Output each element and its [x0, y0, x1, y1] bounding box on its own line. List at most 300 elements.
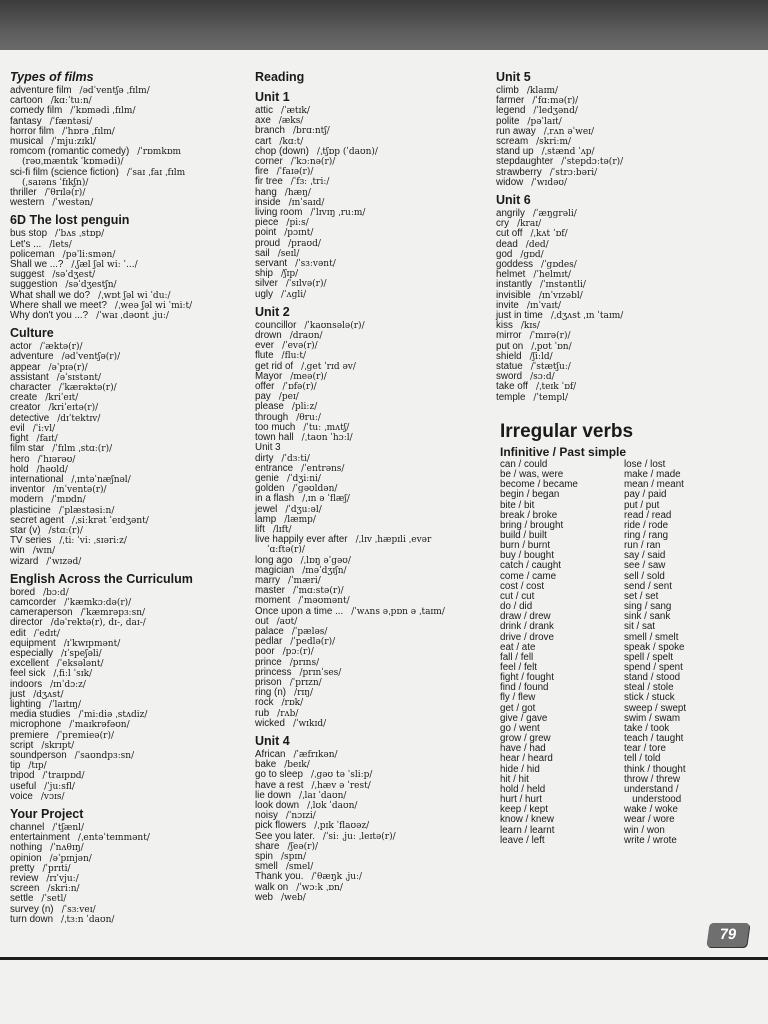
column-middle	[255, 65, 500, 903]
vocab-pronunciation: /hæŋ/	[284, 187, 311, 198]
vocab-pronunciation: /ˌʃæl ʃəl wiː ˈ.../	[71, 260, 138, 271]
vocab-pronunciation: /ˌtiː ˈviː ˌsɪəriːz/	[59, 536, 127, 547]
vocab-word: living room	[255, 207, 303, 219]
vocab-pronunciation: /ˈentrəns/	[301, 463, 345, 474]
vocab-entry	[255, 647, 500, 657]
vocab-pronunciation: /lɪft/	[272, 524, 292, 535]
irregular-verb-right: ring / rang	[624, 529, 669, 541]
vocab-pronunciation: /brɑːntʃ/	[292, 126, 330, 137]
section-title: Types of films	[10, 70, 94, 84]
vocab-word: through	[255, 411, 289, 423]
vocab-pronunciation: (rəʊˌmæntɪk ˈkɒmədi)/	[22, 157, 124, 168]
vocab-entry	[255, 208, 500, 218]
vocab-entry	[255, 126, 500, 136]
section-title: Unit 4	[255, 733, 290, 748]
vocab-pronunciation: /ded/	[525, 239, 549, 250]
vocab-word: prince	[255, 656, 282, 668]
vocab-word: point	[255, 227, 277, 239]
vocab-entry	[255, 566, 500, 576]
vocab-entry	[496, 96, 758, 106]
vocab-word: Where shall we meet?	[10, 299, 107, 311]
vocab-word: Unit 3	[255, 442, 281, 454]
vocab-entry	[10, 854, 255, 864]
vocab-pronunciation: /draʊn/	[289, 331, 323, 342]
irregular-verb-right: lose / lost	[624, 458, 666, 470]
vocab-word: servant	[255, 258, 288, 270]
vocab-word: ship	[255, 268, 273, 280]
vocab-word: spin	[255, 851, 273, 863]
vocab-word: offer	[255, 381, 275, 393]
vocab-entry	[10, 393, 255, 403]
vocab-pronunciation: /pəˈliːsmən/	[62, 249, 116, 260]
vocab-word: pay	[255, 391, 271, 403]
vocab-entry	[10, 485, 255, 495]
vocab-pronunciation: /kriˈeɪtə(r)/	[48, 403, 99, 414]
vocab-pronunciation: /ˈfɪlm ˌstɑː(r)/	[52, 444, 113, 455]
vocab-word: stepdaughter	[496, 156, 554, 168]
vocab-pronunciation: /wɪn/	[32, 546, 56, 557]
vocab-entry	[255, 321, 500, 331]
vocab-word: inventor	[10, 484, 45, 496]
section-title: 6D The lost penguin	[10, 213, 130, 228]
irregular-verb-right: spend / spent	[624, 662, 683, 674]
vocab-word: helmet	[496, 269, 526, 281]
vocab-word: in a flash	[255, 493, 295, 505]
vocab-word: camcorder	[10, 596, 57, 608]
vocab-pronunciation: /ˈjuːsfl/	[44, 781, 75, 792]
irregular-verb-left: learn / learnt	[500, 824, 555, 836]
vocab-word: character	[10, 382, 51, 394]
vocab-word: Shall we ...?	[10, 259, 64, 271]
vocab-entry	[10, 751, 255, 761]
vocab-entry	[10, 761, 255, 771]
vocab-pronunciation: /praʊd/	[288, 238, 321, 249]
irregular-verb-left: cost / cost	[500, 580, 545, 592]
vocab-pronunciation: /ˈhelmɪt/	[533, 270, 571, 281]
vocab-entry	[255, 177, 500, 187]
vocab-entry	[255, 443, 500, 453]
vocab-word: review	[10, 873, 39, 885]
vocab-entry	[10, 475, 255, 485]
vocab-entry	[255, 382, 500, 392]
vocab-pronunciation: /aʊt/	[276, 616, 298, 627]
irregular-verb-right: tell / told	[624, 753, 661, 765]
vocab-word: tip	[10, 760, 21, 772]
irregular-verb-left: fight / fought	[500, 672, 554, 684]
vocab-pronunciation: /ˈpedlə(r)/	[290, 637, 336, 648]
vocab-pronunciation: /ˈkæmkɔːdə(r)/	[64, 597, 132, 608]
irregular-verb-left: get / got	[500, 702, 536, 714]
vocab-word: go to sleep	[255, 769, 303, 781]
vocab-pronunciation: /ɪˈkwɪpmənt/	[63, 638, 121, 649]
vocab-pronunciation: /ˈhɒrə ˌfɪlm/	[62, 126, 115, 137]
vocab-entry	[496, 270, 758, 280]
vocab-word: golden	[255, 483, 285, 495]
vocab-entry	[10, 833, 255, 843]
irregular-verb-right: stand / stood	[624, 672, 681, 684]
vocab-pronunciation: /gɒd/	[520, 249, 544, 260]
vocab-word: pedlar	[255, 636, 283, 648]
irregular-verb-left: be / was, were	[500, 469, 564, 481]
page-number-badge: 79	[706, 923, 749, 947]
vocab-word: please	[255, 401, 284, 413]
vocab-entry	[496, 229, 758, 239]
vocab-pronunciation: /ˈmiːdiə ˌstʌdiz/	[78, 710, 148, 721]
vocab-entry	[10, 414, 255, 424]
vocab-pronunciation: /kɑːt/	[279, 136, 304, 147]
vocab-entry	[255, 637, 500, 647]
vocab-entry	[496, 280, 758, 290]
vocab-pronunciation: /ʃiːld/	[529, 351, 553, 362]
vocab-pronunciation: /ˈtʃænl/	[52, 823, 85, 833]
irregular-verb-right: wear / wore	[624, 814, 675, 826]
vocab-entry	[10, 557, 255, 567]
vocab-pronunciation: /ˈmɒdn/	[51, 495, 86, 506]
vocab-word: romcom (romantic comedy)	[10, 146, 130, 158]
vocab-entry	[10, 147, 255, 157]
vocab-word: bus stop	[10, 228, 48, 240]
vocab-entry	[255, 658, 500, 668]
vocab-pronunciation: /ˈwaɪ ˌdəʊnt ˌjuː/	[96, 311, 169, 322]
vocab-entry	[10, 659, 255, 669]
vocab-entry	[255, 535, 500, 545]
vocab-pronunciation: /ˌlɒŋ əˈgəʊ/	[300, 555, 351, 566]
vocab-word: evil	[10, 422, 25, 434]
vocab-pronunciation: /ˈlɪvɪŋ ˌruːm/	[310, 208, 366, 219]
irregular-verb-left: find / found	[500, 682, 549, 694]
vocab-word: share	[255, 840, 280, 852]
vocab-word: temple	[496, 391, 526, 403]
vocab-word: angrily	[496, 208, 525, 220]
vocab-entry	[10, 198, 255, 208]
irregular-verb-right: say / said	[624, 550, 666, 562]
vocab-entry	[255, 269, 500, 279]
vocab-word: lift	[255, 523, 265, 535]
vocab-word: pick flowers	[255, 820, 307, 832]
vocab-entry	[496, 250, 758, 260]
irregular-verb-right: ride / rode	[624, 519, 669, 531]
vocab-pronunciation: /meə(r)/	[290, 371, 327, 382]
vocab-pronunciation: (ˌsaɪəns ˈfɪkʃn)/	[22, 177, 89, 188]
irregular-verb-right: speak / spoke	[624, 641, 685, 653]
irregular-verb-left: eat / ate	[500, 641, 536, 653]
vocab-entry	[10, 455, 255, 465]
vocab-word: actor	[10, 341, 32, 353]
vocab-pronunciation: /faɪt/	[36, 434, 58, 445]
vocab-word: equipment	[10, 637, 56, 649]
vocab-word: hang	[255, 186, 277, 198]
vocab-entry	[10, 792, 255, 802]
irregular-verb-left: drive / drove	[500, 631, 554, 643]
vocab-pronunciation: /ˈkɒmədi ˌfɪlm/	[70, 106, 136, 117]
vocab-pronunciation: /ˈsiː ˌjuː ˌleɪtə(r)/	[322, 831, 396, 842]
vocab-entry	[255, 698, 500, 708]
vocab-word: excellent	[10, 658, 49, 670]
vocab-pronunciation: /ˈfæntəsi/	[49, 116, 93, 127]
vocab-word: western	[10, 197, 45, 209]
vocab-pronunciation: /beɪk/	[284, 760, 310, 771]
column-right	[496, 65, 758, 846]
vocab-entry	[10, 86, 255, 96]
vocab-word: lie down	[255, 789, 291, 801]
vocab-word: appear	[10, 361, 41, 373]
irregular-verb-left: feel / felt	[500, 662, 538, 674]
vocab-pronunciation: /ˈæfrɪkən/	[293, 749, 338, 760]
vocab-pronunciation: /ˈprɪti/	[42, 863, 71, 874]
vocab-pronunciation: /ˈæŋgrəli/	[532, 209, 577, 220]
vocab-word: premiere	[10, 729, 49, 741]
vocab-entry	[10, 546, 255, 556]
vocab-word: ring (n)	[255, 687, 287, 699]
vocab-word: adventure	[10, 351, 54, 363]
irregular-verb-right: spell / spelt	[624, 651, 674, 663]
vocab-pronunciation: /læmp/	[284, 514, 316, 525]
vocab-entry	[255, 279, 500, 289]
vocab-pronunciation: /ˈeksələnt/	[56, 659, 104, 670]
irregular-verb-left: fall / fell	[500, 651, 534, 663]
vocab-entry	[255, 781, 500, 791]
vocab-pronunciation: /ˈsɪlvə(r)/	[285, 279, 327, 290]
vocab-entry	[255, 832, 500, 842]
vocab-word: jewel	[255, 503, 278, 515]
vocab-pronunciation: /ˈkɔːnə(r)/	[290, 157, 336, 168]
vocab-word: media studies	[10, 709, 71, 721]
vocab-word: entertainment	[10, 832, 70, 844]
vocab-word: Mayor	[255, 370, 283, 382]
vocab-entry	[255, 331, 500, 341]
vocab-entry	[255, 515, 500, 525]
vocab-word: create	[10, 392, 38, 404]
vocab-word: wizard	[10, 555, 39, 567]
irregular-verb-left: drink / drank	[500, 621, 554, 633]
vocab-word: lamp	[255, 513, 277, 525]
vocab-entry	[255, 842, 500, 852]
vocab-word: stand up	[496, 146, 534, 158]
irregular-verb-right: think / thought	[624, 763, 686, 775]
vocab-pronunciation: /ˈnɔɪzi/	[285, 811, 316, 822]
vocab-pronunciation: /sɔːd/	[530, 372, 555, 383]
vocab-word: cart	[255, 135, 272, 147]
vocab-entry	[255, 688, 500, 698]
vocab-pronunciation: /pliːz/	[291, 402, 318, 413]
vocab-pronunciation: /ˈmjuːzɪkl/	[51, 137, 96, 148]
vocab-entry	[10, 731, 255, 741]
vocab-word: out	[255, 615, 269, 627]
vocab-word: prison	[255, 676, 282, 688]
vocab-pronunciation: /dəˈrektə(r), dɪ-, daɪ-/	[50, 618, 146, 629]
vocab-entry	[255, 678, 500, 688]
vocab-word: creator	[10, 402, 41, 414]
vocab-entry	[255, 290, 500, 300]
vocab-word: African	[255, 748, 286, 760]
vocab-pronunciation: /ˌlɪv ˌhæpɪli ˌevər	[355, 535, 432, 546]
irregular-verb-right: stick / stuck	[624, 692, 675, 704]
vocab-entry	[255, 106, 500, 116]
vocab-word: director	[10, 617, 43, 629]
vocab-word: smell	[255, 861, 278, 873]
vocab-word: entrance	[255, 462, 294, 474]
irregular-verb-row	[496, 815, 758, 825]
vocab-entry	[255, 750, 500, 760]
vocab-entry	[496, 260, 758, 270]
vocab-pronunciation: /ˈiːvl/	[32, 423, 56, 434]
vocab-pronunciation: /ˌfiːl ˈsɪk/	[53, 669, 93, 680]
vocab-word: sci-fi film (science fiction)	[10, 166, 119, 178]
vocab-word: especially	[10, 647, 54, 659]
vocab-pronunciation: /ˌkʌt ˈɒf/	[530, 229, 568, 240]
vocab-pronunciation: /ˈwʌns əˌpɒn ə ˌtaɪm/	[351, 606, 445, 617]
vocab-pronunciation: /ʃeə(r)/	[287, 841, 319, 852]
vocab-pronunciation: /ɪˈspeʃəli/	[61, 648, 102, 659]
vocab-entry	[496, 342, 758, 352]
irregular-verb-left: can / could	[500, 458, 548, 470]
vocab-word: Why don't you ...?	[10, 310, 89, 322]
vocab-word: cameraperson	[10, 607, 73, 619]
vocab-pronunciation: /ˈtuː ˌmʌtʃ/	[303, 422, 350, 433]
vocab-pronunciation: /ˌrʌn əˈweɪ/	[543, 126, 595, 137]
vocab-word: musical	[10, 136, 44, 148]
vocab-entry	[10, 311, 255, 321]
vocab-word: cry	[496, 218, 510, 230]
vocab-pronunciation: /ˈgɒdes/	[541, 260, 577, 271]
vocab-word: proud	[255, 237, 281, 249]
vocab-pronunciation: /ˌlʊk ˈdaʊn/	[307, 801, 358, 811]
vocab-entry	[496, 240, 758, 250]
vocab-pronunciation: /ˈmɪrə(r)/	[529, 331, 571, 342]
vocab-word: moment	[255, 595, 291, 607]
irregular-verb-left: hear / heard	[500, 753, 553, 765]
irregular-verb-right: send / sent	[624, 580, 672, 592]
vocab-word: flute	[255, 350, 274, 362]
vocab-entry	[255, 494, 500, 504]
irregular-verb-left: grow / grew	[500, 733, 551, 745]
vocab-entry	[496, 291, 758, 301]
irregular-verb-left: go / went	[500, 722, 540, 734]
vocab-pronunciation: /kraɪ/	[517, 219, 542, 230]
section-title: Unit 6	[496, 193, 531, 208]
vocabulary-sections	[496, 70, 758, 403]
vocab-pronunciation: /ˈsɜːveɪ/	[61, 904, 96, 915]
vocab-word: hold	[10, 463, 29, 475]
irregular-verb-right: sing / sang	[624, 601, 672, 613]
vocab-entry	[496, 331, 758, 341]
vocab-pronunciation: /ˈstepdɔːtə(r)/	[561, 157, 624, 168]
vocab-pronunciation: /ˌɪntəˈnæʃnəl/	[71, 474, 131, 485]
vocab-word: script	[10, 739, 34, 751]
vocab-word: hero	[10, 453, 30, 465]
vocab-pronunciation: /ˈtraɪpɒd/	[42, 771, 85, 782]
vocab-entry	[255, 505, 500, 515]
vocab-pronunciation: /ˈrɒmkɒm	[137, 147, 182, 158]
vocab-entry	[255, 719, 500, 729]
vocab-pronunciation: /kɑːˈtuːn/	[50, 96, 92, 107]
vocab-pronunciation: /ˈdʒiːni/	[286, 473, 321, 484]
vocab-word: thriller	[10, 187, 37, 199]
vocab-pronunciation: /æks/	[278, 116, 304, 127]
vocab-entry	[10, 864, 255, 874]
section-title: English Across the Curriculum	[10, 571, 193, 586]
vocab-word: piece	[255, 217, 279, 229]
vocab-word: kiss	[496, 320, 513, 332]
vocab-entry	[10, 168, 255, 178]
vocab-pronunciation: /ˈwɪdəʊ/	[531, 177, 568, 188]
irregular-verb-left: know / knew	[500, 814, 554, 826]
vocab-pronunciation: /ˌwɒt ʃəl wi ˈduː/	[98, 290, 171, 301]
vocab-pronunciation: /tɪp/	[28, 761, 47, 772]
vocab-entry	[496, 209, 758, 219]
vocab-word: cut off	[496, 228, 523, 240]
vocab-word: fantasy	[10, 115, 42, 127]
vocab-pronunciation: /məˈdʒɪʃn/	[302, 565, 347, 576]
vocab-entry	[255, 188, 500, 198]
vocab-pronunciation: /pɔɪnt/	[284, 228, 314, 239]
vocab-word: climb	[496, 85, 519, 96]
irregular-verb-left: leave / left	[500, 834, 545, 846]
vocab-pronunciation: /ˈɪnstəntli/	[539, 280, 586, 291]
vocab-word: sword	[496, 371, 523, 383]
vocab-word: statue	[496, 361, 523, 373]
vocab-word: screen	[10, 883, 40, 895]
vocab-entry	[10, 618, 255, 628]
vocab-word: farmer	[496, 95, 525, 107]
vocab-pronunciation: /klaɪm/	[526, 86, 559, 96]
vocab-pronunciation: ˈɑːftə(r)/	[267, 545, 305, 556]
vocab-pronunciation: /ˈθrɪlə(r)/	[44, 188, 86, 199]
vocab-entry	[255, 607, 500, 617]
vocab-entry	[10, 516, 255, 526]
vocab-pronunciation: /ˈfɜː ˌtriː/	[290, 177, 330, 188]
vocab-word: suggest	[10, 269, 45, 281]
vocab-word: rub	[255, 707, 270, 719]
vocab-word: See you later.	[255, 830, 315, 842]
vocab-pronunciation: /ˈedɪt/	[33, 628, 60, 639]
vocab-entry	[255, 474, 500, 484]
vocab-pronunciation: /ˌtaʊn ˈhɔːl/	[301, 433, 353, 444]
vocab-pronunciation: /ˈmæri/	[288, 575, 321, 586]
vocab-entry	[255, 576, 500, 586]
vocab-word: walk on	[255, 881, 289, 893]
section-title: Unit 1	[255, 90, 290, 104]
vocab-word: magician	[255, 564, 295, 576]
vocab-pronunciation: /ˈevə(r)/	[282, 341, 318, 352]
vocab-word: long ago	[255, 554, 293, 566]
irregular-verb-left: begin / began	[500, 489, 560, 501]
vocab-pronunciation: /prɪns/	[289, 657, 320, 668]
vocab-word: instantly	[496, 279, 532, 291]
vocab-entry	[255, 259, 500, 269]
vocab-pronunciation: /ɪnˈdɔːz/	[50, 679, 86, 690]
vocab-word: drown	[255, 330, 282, 342]
vocab-entry	[10, 536, 255, 546]
vocab-pronunciation: /ˌstænd ˈʌp/	[541, 147, 595, 158]
vocab-pronunciation: /rɪˈvjuː/	[46, 874, 79, 885]
vocab-pronunciation: /əˈpɪnjən/	[49, 853, 92, 864]
vocab-word: inside	[255, 196, 281, 208]
vocab-pronunciation: /ɪnˈvɪzəbl/	[538, 290, 583, 301]
vocab-pronunciation: /ˌweə ʃəl wi ˈmiːt/	[114, 300, 193, 311]
vocab-pronunciation: /ˈsɜːvənt/	[295, 259, 336, 270]
vocab-word: turn down	[10, 913, 54, 925]
vocab-entry	[496, 382, 758, 392]
vocab-pronunciation: /kriˈeɪt/	[45, 393, 79, 404]
vocab-entry	[255, 249, 500, 259]
vocab-entry	[496, 393, 758, 403]
irregular-verb-right: see / saw	[624, 560, 666, 572]
vocab-pronunciation: /ˈwestən/	[52, 198, 94, 209]
vocab-word: opinion	[10, 852, 42, 864]
vocab-pronunciation: /ˌpɪk ˈflaʊəz/	[314, 821, 370, 832]
vocab-entry	[255, 167, 500, 177]
